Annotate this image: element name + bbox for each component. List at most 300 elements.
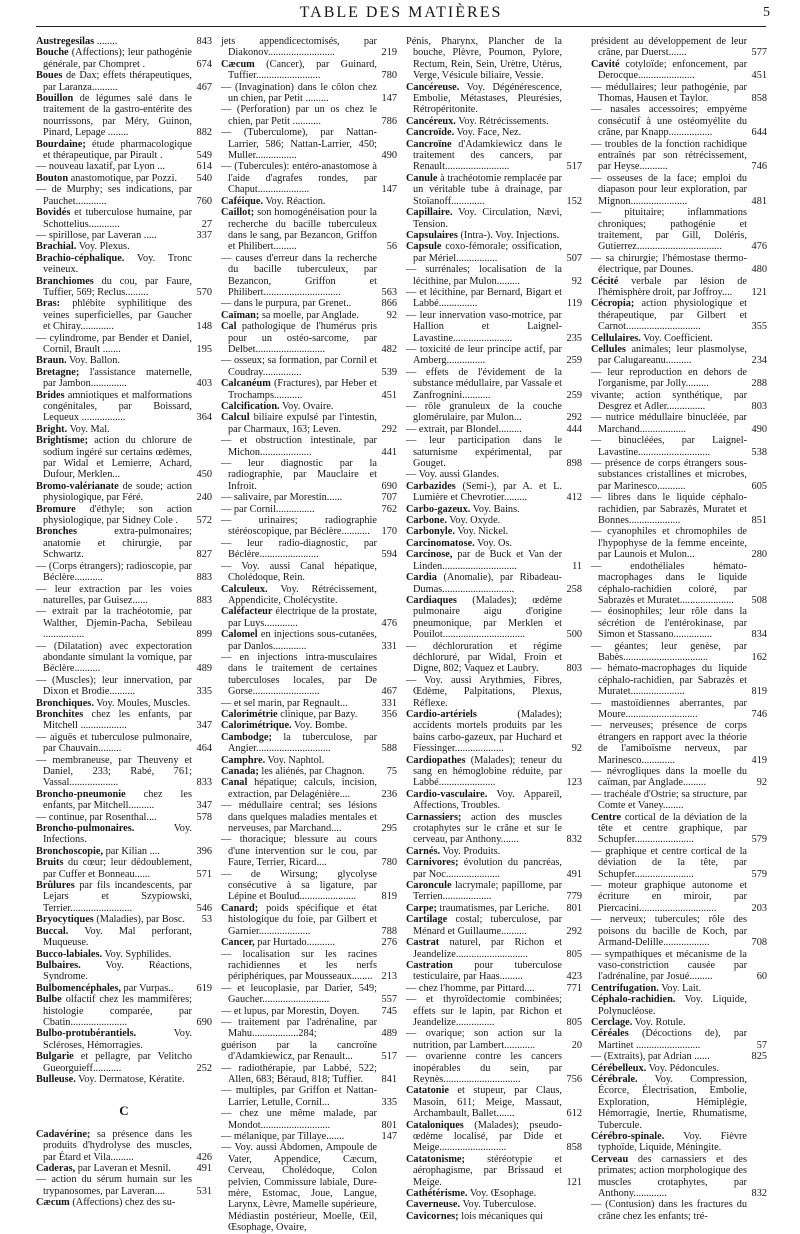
entry-text: — Voy. aussi Glandes.	[406, 469, 500, 481]
entry-page-number: 258	[566, 583, 582, 595]
index-entry	[591, 344, 767, 367]
entry-text: Voy. Tuberculose.	[462, 1199, 537, 1211]
index-entry	[406, 1051, 582, 1085]
entry-page-number: 356	[381, 708, 397, 720]
entry-page-number: 546	[196, 902, 212, 914]
index-entry	[221, 59, 397, 82]
index-entry	[36, 1074, 212, 1085]
index-entry	[591, 606, 767, 640]
entry-page-number: 252	[196, 1062, 212, 1074]
entry-text: Voy. Tronc veineux.	[43, 252, 192, 276]
entry-headword: Castrat	[406, 937, 440, 949]
index-entry	[406, 549, 582, 572]
entry-text: — binucléées, par Laignel-Lavastine............................	[591, 435, 747, 458]
entry-page-number: 707	[381, 492, 397, 504]
entry-headword: Cérébro-spinale.	[591, 1131, 665, 1142]
entry-text: Voy. Œsophage.	[469, 1188, 537, 1200]
entry-text: Voy. Oxyde.	[449, 515, 501, 527]
entry-page-number: 147	[381, 1131, 397, 1142]
entry-text: anastomotique, par Pozzi.	[70, 172, 178, 184]
entry-page-number: 883	[196, 572, 212, 584]
entry-headword: Capillaire.	[406, 207, 453, 219]
index-entry	[406, 469, 582, 480]
index-entry	[36, 298, 212, 332]
entry-page-number: 92	[571, 743, 582, 755]
entry-page-number: 451	[381, 389, 397, 401]
entry-text: (Malades); teneur du sang en hémoglobine réduite, par Labbé......................	[413, 754, 562, 789]
entry-page-number: 779	[566, 891, 582, 903]
index-entry	[221, 104, 397, 127]
entry-page-number: 834	[751, 629, 767, 641]
index-entry	[221, 1040, 397, 1063]
entry-headword: Carnassiers;	[406, 811, 462, 823]
index-entry	[36, 93, 212, 139]
entry-text: Voy. Réaction.	[265, 195, 326, 207]
entry-text: (Semi-), par A. et L. Lumière et Chevrotier.........	[413, 480, 562, 504]
index-entry	[591, 1063, 767, 1074]
entry-headword: Calculeux.	[221, 583, 268, 595]
index-entry	[36, 926, 212, 949]
index-entry	[591, 333, 767, 344]
entry-page-number: 605	[751, 480, 767, 492]
index-entry	[36, 960, 212, 983]
entry-headword: Caléfacteur	[221, 606, 273, 618]
entry-page-number: 760	[196, 195, 212, 207]
index-entry	[221, 903, 397, 937]
entry-page-number: 467	[196, 81, 212, 93]
entry-text: — action du sérum humain sur les trypanosomes, par Laveran....	[36, 1174, 192, 1197]
entry-headword: Carcinose,	[406, 549, 453, 561]
entry-headword: Cancer,	[221, 937, 255, 949]
entry-text: poids spécifique et état histologique du foie, par Gilbert et Garnier....................	[228, 902, 377, 937]
entry-text: — hémato-macrophages du liquide céphalo-rachidien, par Sabrazès et Muratet.....................	[591, 663, 747, 698]
entry-headword: Cardiopathes	[406, 754, 466, 766]
index-entry	[221, 766, 397, 777]
entry-text: amniotiques et malformations congénitales, par Boissard, Lequeux .................	[43, 389, 193, 424]
index-entry	[591, 36, 767, 59]
entry-text: — leur extraction par les voies naturelles, par Guisez......	[36, 583, 192, 606]
entry-headword: Bryocytiques	[36, 914, 94, 926]
entry-headword: Cataloniques	[406, 1119, 464, 1131]
entry-page-number: 335	[196, 686, 212, 698]
index-entry	[406, 481, 582, 504]
entry-page-number: 60	[756, 971, 767, 983]
entry-page-number: 236	[381, 788, 397, 800]
entry-text: Voy. Ovaire.	[282, 401, 334, 412]
index-entry	[221, 253, 397, 299]
entry-page-number: 444	[566, 423, 582, 435]
entry-page-number: 53	[201, 914, 212, 926]
entry-text: sa présence dans les produits d'hydrolyse des muscles, par Étard et Vila.........	[43, 1128, 192, 1163]
entry-text: — sympathiques et mécanisme de la vaso-constriction causée par l'adrénaline, par Josué.........	[591, 948, 747, 983]
index-entry	[221, 36, 397, 59]
entry-text: — localisation sur les racines rachidiennes et les nerfs périphériques, par Mousseaux........	[221, 948, 377, 983]
entry-page-number: 843	[196, 36, 212, 47]
entry-page-number: 331	[381, 697, 397, 709]
index-entry	[406, 504, 582, 515]
index-entry	[406, 994, 582, 1028]
entry-text: Voy. Face, Nez.	[456, 127, 522, 139]
index-entry	[406, 241, 582, 264]
entry-headword: Branchiomes	[36, 275, 94, 287]
index-entry	[221, 652, 397, 698]
entry-page-number: 162	[751, 651, 767, 663]
entry-text: jets appendicectomisés, par Diakonov..........................	[221, 36, 377, 59]
index-entry	[36, 584, 212, 607]
entry-page-number: 355	[751, 321, 767, 333]
index-entry	[591, 663, 767, 697]
entry-text: — urinaires; radiographie stéréoscopique, par Béclère...........	[221, 515, 377, 538]
entry-page-number: 347	[196, 720, 212, 732]
entry-headword: Buccal.	[36, 925, 69, 937]
entry-page-number: 644	[751, 127, 767, 139]
entry-page-number: 195	[196, 343, 212, 355]
entry-text: — névrogliques dans la moelle du caïman, par Anglade.........	[591, 766, 747, 789]
entry-page-number: 819	[381, 891, 397, 903]
entry-page-number: 614	[196, 161, 212, 173]
entry-text: — graphique et centre cortical de la déviation de la tête, par Schupfer.......................	[591, 845, 747, 880]
index-entry	[221, 1063, 397, 1086]
entry-headword: Cardio-artériels	[406, 708, 477, 720]
entry-text: (Décoctions de), par Martinet .........................	[598, 1028, 747, 1051]
entry-headword: Cérébelleux.	[591, 1062, 647, 1074]
entry-page-number: 588	[381, 743, 397, 755]
entry-text: extra-pulmonaires; anatomie et chirurgie, par Schwartz.	[43, 526, 192, 561]
index-entry	[406, 264, 582, 287]
entry-text: — leur innervation vaso-motrice, par Hallion et Laignel-Lavastine.......................	[406, 309, 562, 344]
index-entry	[406, 139, 582, 173]
entry-text: — et obstruction intestinale, par Michon....................	[221, 435, 377, 458]
entry-headword: Bronchites	[36, 708, 84, 720]
entry-text: (Intra-). Voy. Injections.	[460, 229, 560, 241]
entry-text: animales; leur plasmolyse, par Calugareanu..........	[598, 343, 747, 367]
entry-text: — ovarienne contre les cancers inopérables du sein, par Reynès..............................	[406, 1051, 562, 1085]
index-entry	[406, 127, 582, 138]
entry-text: — (Invagination) dans le côlon chez un chien, par Petit .........	[221, 81, 377, 105]
entry-page-number: 147	[381, 93, 397, 105]
entry-headword: Bright.	[36, 423, 68, 435]
entry-headword: Carpe;	[406, 902, 437, 914]
entry-text: l'assistance maternelle, par Jambon..............	[43, 366, 192, 390]
entry-page-number: 500	[566, 629, 582, 641]
index-entry	[221, 378, 397, 401]
entry-page-number: 858	[751, 93, 767, 105]
index-entry	[406, 595, 582, 641]
entry-page-number: 780	[381, 70, 397, 82]
entry-headword: Caderas,	[36, 1163, 76, 1174]
entry-text: et pellagre, par Velitcho Gueorguieff...........	[43, 1051, 192, 1074]
index-entry	[406, 36, 582, 82]
entry-page-number: 121	[751, 286, 767, 298]
index-entry	[36, 253, 212, 276]
entry-text: et tuberculose humaine, par Schottelius............	[43, 207, 193, 230]
entry-text: — libres dans le liquide céphalo-rachidien, par Sabrazès, Muratet et Bonnes....................	[591, 492, 747, 527]
entry-text: par fils incandescents, par Lejars et Szypiowski, Terrier........................	[43, 880, 192, 914]
entry-text: Voy. Scléroses, Hémorragies.	[43, 1028, 192, 1051]
index-entry	[36, 424, 212, 435]
entry-headword: Carbone.	[406, 515, 447, 527]
entry-text: (Cancer), par Guinard, Tuffier.........................	[228, 58, 378, 82]
entry-headword: Cardio-vasculaire.	[406, 788, 488, 800]
entry-headword: Carnés.	[406, 845, 441, 857]
entry-text: — en injections intra-musculaires dans le traitement de certaines tuberculoses locales, par De Gorse..........................	[221, 651, 377, 698]
index-entry	[36, 983, 212, 994]
entry-headword: Bulbomencéphales,	[36, 982, 121, 994]
index-entry	[36, 675, 212, 698]
entry-headword: Brûlures	[36, 880, 75, 892]
entry-headword: Braun.	[36, 355, 67, 367]
entry-page-number: 123	[566, 777, 582, 789]
index-entry	[591, 1074, 767, 1131]
entry-text: — présence de corps étrangers sous-substances cristallines et microbes, par Marinesco...........	[591, 458, 747, 492]
index-entry	[36, 1129, 212, 1163]
index-entry	[591, 139, 767, 173]
entry-headword: Calcification.	[221, 401, 280, 412]
entry-page-number: 412	[566, 492, 582, 504]
entry-text: olfactif chez les mammifères; histologie comparée, par Cbatin......................	[43, 994, 192, 1028]
index-entry	[591, 435, 767, 458]
entry-text: Voy. Moules, Muscles.	[96, 697, 191, 709]
entry-page-number: 92	[386, 309, 397, 321]
entry-page-number: 690	[381, 480, 397, 492]
index-entry	[221, 298, 397, 309]
entry-headword: Cæcum	[221, 58, 255, 70]
entry-page-number: 780	[381, 857, 397, 869]
index-entry	[406, 344, 582, 367]
entry-page-number: 619	[196, 982, 212, 994]
entry-text: — cylindrome, par Bender et Daniel, Cornil, Brault .......	[36, 332, 192, 355]
index-entry	[36, 1163, 212, 1174]
index-entry	[36, 698, 212, 709]
entry-text: Voy. Rétrécissement, Appendicite, Cholécystite.	[228, 583, 377, 606]
entry-headword: Carbazides	[406, 480, 456, 492]
index-entry	[591, 949, 767, 983]
index-entry	[591, 1199, 767, 1222]
entry-page-number: 563	[381, 286, 397, 298]
index-entry	[36, 709, 212, 732]
entry-text: — Voy. aussi Canal hépatique, Cholédoque, Rein.	[221, 560, 377, 584]
index-entry	[36, 1197, 212, 1208]
entry-page-number: 690	[196, 1016, 212, 1028]
entry-page-number: 801	[381, 1119, 397, 1131]
index-entry	[221, 1017, 397, 1040]
entry-page-number: 577	[751, 47, 767, 59]
entry-text: Voy. Coefficient.	[643, 332, 713, 344]
index-entry	[221, 504, 397, 515]
entry-page-number: 451	[751, 70, 767, 82]
index-entry	[36, 139, 212, 162]
entry-page-number: 756	[566, 1073, 582, 1085]
index-entry	[36, 846, 212, 857]
entry-text: — déchloruration et régime déchloruré, par Widal, Froin et Digne, 802; Vaquez et Laubry.	[406, 640, 562, 675]
entry-text: naturel, par Richon et Jeandelize............................	[413, 937, 562, 960]
index-entry	[406, 641, 582, 675]
entry-headword: Brides	[36, 389, 65, 401]
entry-text: action du chlorure de sodium ingéré sur certains œdèmes, par Widal et Lemierre, Achard, Dufour, Merklen...	[43, 435, 193, 481]
entry-page-number: 441	[381, 446, 397, 458]
entry-headword: Capsulaires	[406, 229, 458, 241]
index-entry	[591, 207, 767, 253]
entry-text: Voy. Os.	[477, 537, 513, 549]
entry-page-number: 335	[381, 1096, 397, 1108]
entry-page-number: 235	[566, 332, 582, 344]
entry-headword: Céréales	[591, 1028, 629, 1040]
entry-text: Voy. Compression, Écorce, Électrisation, Embolie, Exploration, Hémiplégie, Hémorragie, Inertie, Rhumatisme, Tubercule.	[598, 1073, 747, 1131]
entry-headword: Cæcum	[36, 1197, 70, 1209]
entry-text: Voy. Pédoncules.	[648, 1062, 719, 1074]
index-entry	[406, 401, 582, 424]
index-entry	[221, 492, 397, 503]
index-entry	[591, 526, 767, 560]
entry-text: pathologique de l'humérus pris pour un ostéo-sarcome, par Delbet...........................	[228, 321, 377, 355]
entry-page-number: 746	[751, 161, 767, 173]
index-entry	[406, 675, 582, 709]
entry-text: Voy. Syphilides.	[104, 948, 172, 960]
entry-text: (Anomalie), par Ribadeau-Dumas............................	[413, 572, 562, 595]
entry-headword: Bucco-labiales.	[36, 948, 103, 960]
entry-headword: Calorimétrie	[221, 708, 278, 720]
entry-text: — thoracique; blessure au cours d'une intervention sur le cou, par Faure, Terrier, Ricard....	[221, 834, 377, 869]
entry-page-number: 403	[196, 378, 212, 390]
entry-headword: Castration	[406, 959, 453, 971]
entry-page-number: 450	[196, 469, 212, 481]
entry-text: (Malades); œdème pulmonaire aigu d'origine pneumonique, par Merklen et Pouilot................................	[413, 594, 562, 641]
entry-page-number: 347	[196, 800, 212, 812]
entry-text: — et leucoplasie, par Darier, 549; Gaucher..........................	[221, 982, 377, 1006]
entry-text: — Voy. aussi Arythmies, Fibres, Œdème, Palpitations, Plexus, Réflexe.	[406, 674, 562, 709]
entry-text: — radiothérapie, par Labbé, 522; Allen, 683; Béraud, 818; Tuffier.	[221, 1062, 377, 1085]
index-entry	[36, 390, 212, 424]
index-entry	[36, 47, 212, 70]
entry-text: des carnassiers et des primates; action morphologique des muscles crotaphytes, par Anthony.............	[598, 1153, 748, 1200]
index-entry	[221, 937, 397, 948]
index-entry	[221, 207, 397, 253]
index-entry	[36, 1028, 212, 1051]
entry-page-number: 491	[566, 868, 582, 880]
entry-text: — (Contusion) dans les fractures du crâne chez les enfants; tré-	[591, 1199, 747, 1222]
entry-text: (Malades); pseudo-œdème localisé, par Dide et Meige..........................	[413, 1119, 562, 1154]
entry-text: — (Dilatation) avec expectoration abondante simulant la vomique, par Béclère..........	[36, 640, 192, 675]
entry-page-number: 517	[381, 1051, 397, 1063]
entry-text: — et thyroïdectomie combinées; effets sur le lapin, par Richon et Jeandelize...............	[406, 994, 562, 1028]
entry-text: de légumes salé dans le traitement de la gastro-entérite des nourrissons, par Méry, Guinon, Pinard, Lepage ........	[43, 93, 192, 139]
entry-text: — salivaire, par Morestin......	[221, 492, 343, 504]
entry-headword: Cathétérisme.	[406, 1188, 468, 1200]
entry-text: — géantes; leur genèse, par Babès.................................	[591, 640, 747, 663]
index-entry	[36, 857, 212, 880]
index-entry	[221, 720, 397, 731]
entry-headword: Bretagne;	[36, 366, 80, 378]
entry-text: Voy. Naphtol.	[267, 754, 325, 766]
index-entry	[591, 276, 767, 299]
entry-page-number: 476	[751, 241, 767, 253]
entry-text: (Affections) chez des su-	[72, 1197, 176, 1209]
entry-headword: Céphalo-rachidien.	[591, 994, 676, 1006]
index-entry	[591, 1017, 767, 1028]
entry-text: Voy. Infections.	[43, 823, 192, 846]
entry-text: Voy. Réactions, Syndrome.	[43, 959, 192, 983]
entry-text: — éosinophiles; leur rôle dans la sécrétion de l'entérokinase, par Simon et Stassano...............	[591, 606, 747, 641]
entry-text: biliaire expulsé par l'intestin, par Charmaux, 163; Leven.	[228, 412, 378, 435]
index-entry	[406, 207, 582, 230]
index-entry	[406, 424, 582, 435]
entry-page-number: 531	[196, 1185, 212, 1197]
entry-headword: Bruits	[36, 857, 64, 869]
entry-text: vivante; action synthétique, par Desgrez et Adler...............	[591, 389, 747, 412]
entry-headword: Bouche	[36, 47, 69, 59]
index-entry	[36, 161, 212, 172]
entry-page-number: 92	[756, 777, 767, 789]
index-entry	[221, 629, 397, 652]
index-entry	[221, 709, 397, 720]
entry-page-number: 280	[751, 549, 767, 561]
entry-page-number: 11	[572, 560, 582, 572]
entry-headword: Bourdaine;	[36, 138, 86, 150]
entry-page-number: 27	[201, 218, 212, 230]
entry-headword: Canule	[406, 172, 438, 184]
entry-text: Voy. Dermatose, Kératite.	[78, 1073, 185, 1085]
index-entry	[36, 504, 212, 527]
entry-headword: Bulgarie	[36, 1051, 74, 1063]
entry-page-number: 508	[751, 594, 767, 606]
entry-text: Voy. Nickel.	[457, 526, 509, 538]
entry-headword: Bras:	[36, 298, 61, 310]
entry-page-number: 292	[566, 412, 582, 424]
index-entry	[221, 412, 397, 435]
index-entry	[221, 161, 397, 195]
index-entry	[406, 116, 582, 127]
index-entry	[406, 1211, 582, 1222]
index-entry	[36, 812, 212, 823]
index-entry	[36, 230, 212, 241]
entry-text: — et lécithine, par Bernard, Bigart et Labbé...............	[406, 286, 562, 310]
entry-text: — aiguës et tuberculose pulmonaire, par Chauvain.........	[36, 731, 192, 755]
entry-page-number: 292	[566, 925, 582, 937]
index-entry	[36, 70, 212, 93]
entry-page-number: 337	[196, 229, 212, 241]
entry-text: Voy. Lait.	[661, 982, 702, 994]
entry-page-number: 594	[381, 549, 397, 561]
index-entry	[591, 1131, 767, 1154]
entry-headword: Cardiaques	[406, 594, 457, 606]
index-entry	[591, 492, 767, 526]
entry-page-number: 578	[196, 811, 212, 823]
entry-headword: Bouton	[36, 172, 69, 184]
entry-text: ........	[96, 36, 118, 47]
entry-page-number: 57	[756, 1039, 767, 1051]
index-entry	[36, 732, 212, 755]
entry-text: Voy. Rotule.	[634, 1016, 686, 1028]
index-entry	[36, 949, 212, 960]
entry-text: — nasales accessoires; empyème consécutif à une ostéomyélite du crâne, par Knapp.................	[591, 104, 747, 139]
entry-text: — extrait, par Blondel.........	[406, 423, 522, 435]
index-entry	[591, 412, 767, 435]
index-entry	[406, 287, 582, 310]
entry-page-number: 276	[381, 937, 397, 949]
index-entry	[406, 515, 582, 526]
entry-text: — chez une même malade, par Mondot...........................	[221, 1108, 377, 1131]
index-entry	[36, 333, 212, 356]
index-entry	[591, 880, 767, 914]
index-entry	[591, 104, 767, 138]
entry-headword: Cavité	[591, 58, 620, 70]
entry-text: — rôle granuleux de la couche glomérulaire, par Mulon...	[406, 401, 562, 424]
entry-text: les aliénés, par Chagnon.	[261, 766, 365, 777]
index-entry	[406, 846, 582, 857]
index-entry	[36, 914, 212, 925]
entry-text: — (Corps étrangers); radioscopie, par Béclère...........	[36, 560, 192, 584]
entry-headword: Canard;	[221, 902, 259, 914]
